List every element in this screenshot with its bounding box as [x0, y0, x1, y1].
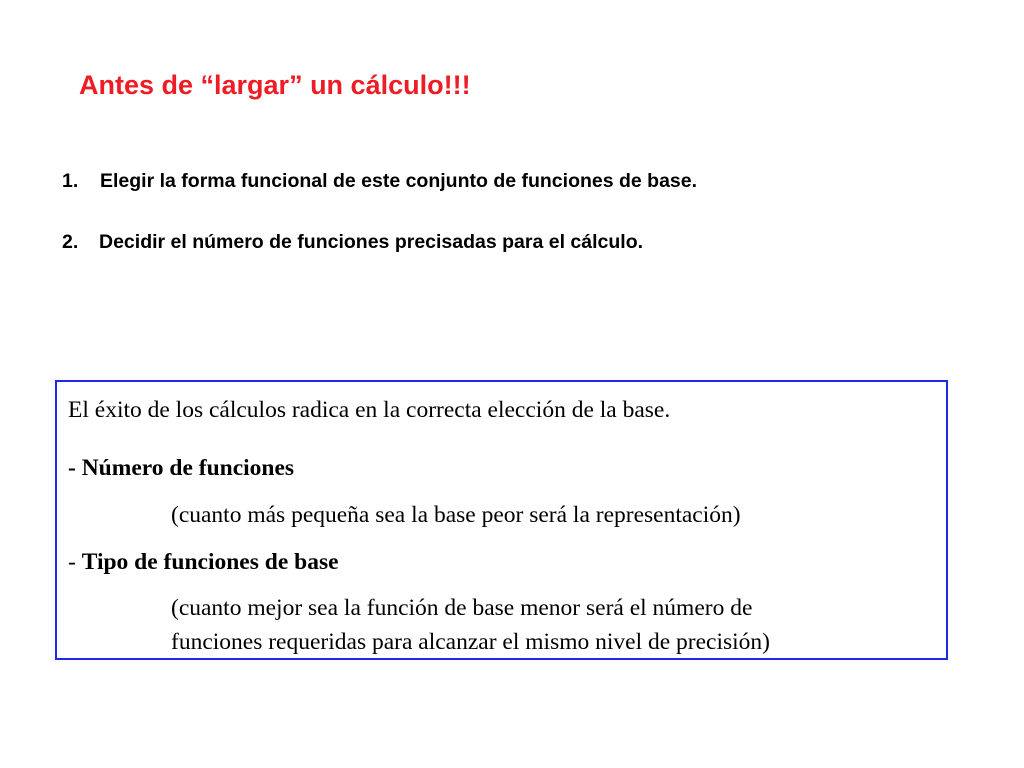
- slide-title: Antes de “largar” un cálculo!!!: [79, 70, 471, 100]
- box-point-1-heading: [68, 457, 294, 481]
- box-point-2-detail-line-1: (cuanto mejor sea la función de base menor será el número de: [171, 595, 753, 621]
- summary-box: [55, 380, 948, 660]
- list-item-number: 1.: [62, 170, 79, 192]
- list-item-text: Elegir la forma funcional de este conjunto de funciones de base.: [100, 170, 698, 192]
- list-item-1: [62, 170, 697, 193]
- box-point-1-detail: (cuanto más pequeña sea la base peor será la representación): [171, 502, 741, 528]
- box-point-2-heading: [68, 551, 339, 575]
- heading-text: Tipo de funciones de base: [81, 549, 339, 575]
- heading-text: Número de funciones: [81, 455, 295, 481]
- dash: -: [68, 549, 82, 575]
- list-item-text: Decidir el número de funciones precisadas para el cálculo.: [99, 231, 644, 253]
- list-item-2: [62, 231, 643, 254]
- list-item-number: 2.: [62, 231, 79, 253]
- box-intro-text: El éxito de los cálculos radica en la correcta elección de la base.: [68, 397, 671, 423]
- dash: -: [68, 455, 82, 481]
- box-point-2-detail-line-2: funciones requeridas para alcanzar el mismo nivel de precisión): [171, 629, 770, 655]
